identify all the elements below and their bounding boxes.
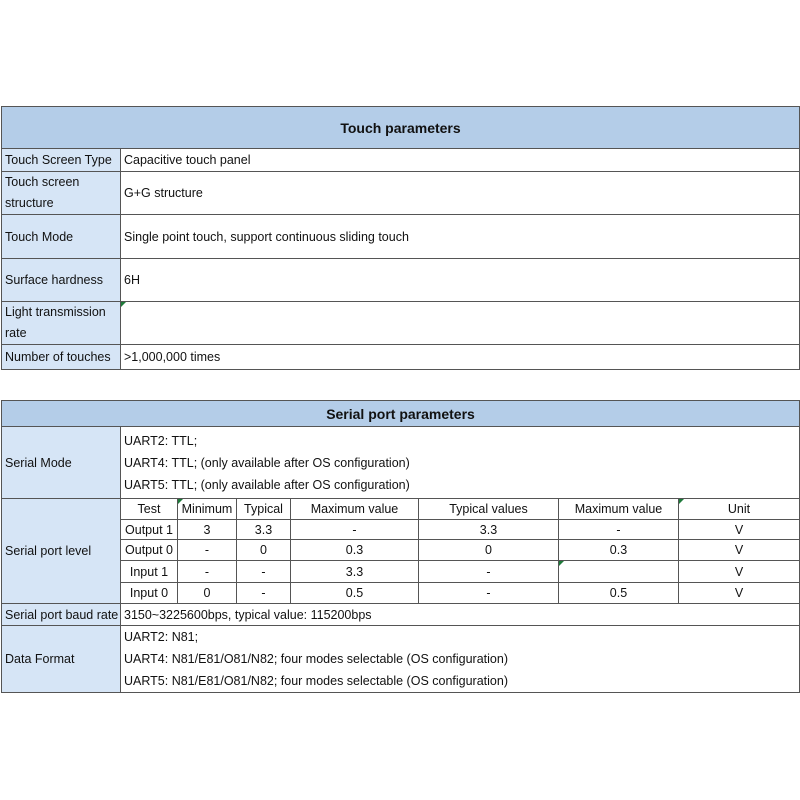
table-row — [2, 427, 800, 499]
table-row — [2, 604, 800, 626]
level-header-cell: Minimum — [178, 499, 237, 520]
level-header-cell: Maximum value — [559, 499, 679, 520]
table-row — [2, 345, 800, 370]
level-cell: 0.3 — [559, 540, 679, 561]
level-cell: V — [679, 561, 800, 583]
table-row — [2, 561, 800, 583]
serial-mode-label: Serial Mode — [2, 427, 121, 499]
level-cell: 3.3 — [237, 520, 291, 540]
serial-mode-line: UART5: TTL; (only available after OS configuration) — [124, 477, 410, 492]
level-cell — [559, 561, 679, 583]
table-row — [2, 626, 800, 693]
touch-parameters-title: Touch parameters — [2, 107, 800, 149]
level-cell: 0 — [178, 583, 237, 604]
row-label: Number of touches — [2, 345, 121, 370]
row-label: Touch Mode — [2, 215, 121, 259]
level-cell: - — [419, 561, 559, 583]
serial-mode-value — [121, 427, 800, 499]
level-header-cell: Typical values — [419, 499, 559, 520]
row-value: Single point touch, support continuous sliding touch — [121, 215, 800, 259]
table-row — [2, 149, 800, 172]
level-cell: - — [419, 583, 559, 604]
level-cell: V — [679, 520, 800, 540]
data-format-label: Data Format — [2, 626, 121, 693]
baud-rate-label: Serial port baud rate — [2, 604, 121, 626]
level-cell: 3.3 — [291, 561, 419, 583]
table-row — [2, 172, 800, 215]
table-row — [2, 259, 800, 302]
row-value: 6H — [121, 259, 800, 302]
serial-parameters-title: Serial port parameters — [2, 401, 800, 427]
row-value: G+G structure — [121, 172, 800, 215]
level-cell: 0 — [419, 540, 559, 561]
row-value: >1,000,000 times — [121, 345, 800, 370]
serial-level-label: Serial port level — [2, 499, 121, 604]
level-cell: 3 — [178, 520, 237, 540]
level-header-cell: Unit — [679, 499, 800, 520]
level-cell: - — [291, 520, 419, 540]
level-cell: Input 0 — [121, 583, 178, 604]
level-cell: 0.5 — [559, 583, 679, 604]
level-cell: - — [178, 561, 237, 583]
level-cell: V — [679, 583, 800, 604]
data-format-line: UART2: N81; — [124, 630, 199, 644]
serial-mode-line: UART2: TTL; — [124, 433, 198, 448]
level-cell: 3.3 — [419, 520, 559, 540]
touch-parameters-table — [1, 106, 800, 370]
data-format-line: UART4: N81/E81/O81/N82; four modes selectable (OS configuration) — [124, 652, 508, 666]
row-value — [121, 302, 800, 345]
serial-mode-line: UART4: TTL; (only available after OS configuration) — [124, 455, 410, 470]
level-cell: 0.3 — [291, 540, 419, 561]
level-cell: - — [237, 583, 291, 604]
baud-rate-value: 3150~3225600bps, typical value: 115200bps — [121, 604, 800, 626]
level-cell: - — [237, 561, 291, 583]
level-header-cell: Maximum value — [291, 499, 419, 520]
row-label: Surface hardness — [2, 259, 121, 302]
table-row — [2, 302, 800, 345]
level-cell: - — [559, 520, 679, 540]
row-label: Touch Screen Type — [2, 149, 121, 172]
row-label: Light transmission rate — [2, 302, 121, 345]
level-cell: Input 1 — [121, 561, 178, 583]
level-cell: 0 — [237, 540, 291, 561]
serial-parameters-table — [1, 400, 800, 693]
data-format-line: UART5: N81/E81/O81/N82; four modes selectable (OS configuration) — [124, 674, 508, 688]
level-cell: - — [178, 540, 237, 561]
level-header-cell: Typical — [237, 499, 291, 520]
row-label: Touch screen structure — [2, 172, 121, 215]
row-value: Capacitive touch panel — [121, 149, 800, 172]
level-cell: Output 1 — [121, 520, 178, 540]
table-row — [2, 520, 800, 540]
level-header-cell: Test — [121, 499, 178, 520]
level-cell: Output 0 — [121, 540, 178, 561]
table-row — [2, 215, 800, 259]
level-header-row — [2, 499, 800, 520]
level-cell: 0.5 — [291, 583, 419, 604]
level-cell: V — [679, 540, 800, 561]
table-row — [2, 583, 800, 604]
data-format-value — [121, 626, 800, 693]
table-row — [2, 540, 800, 561]
